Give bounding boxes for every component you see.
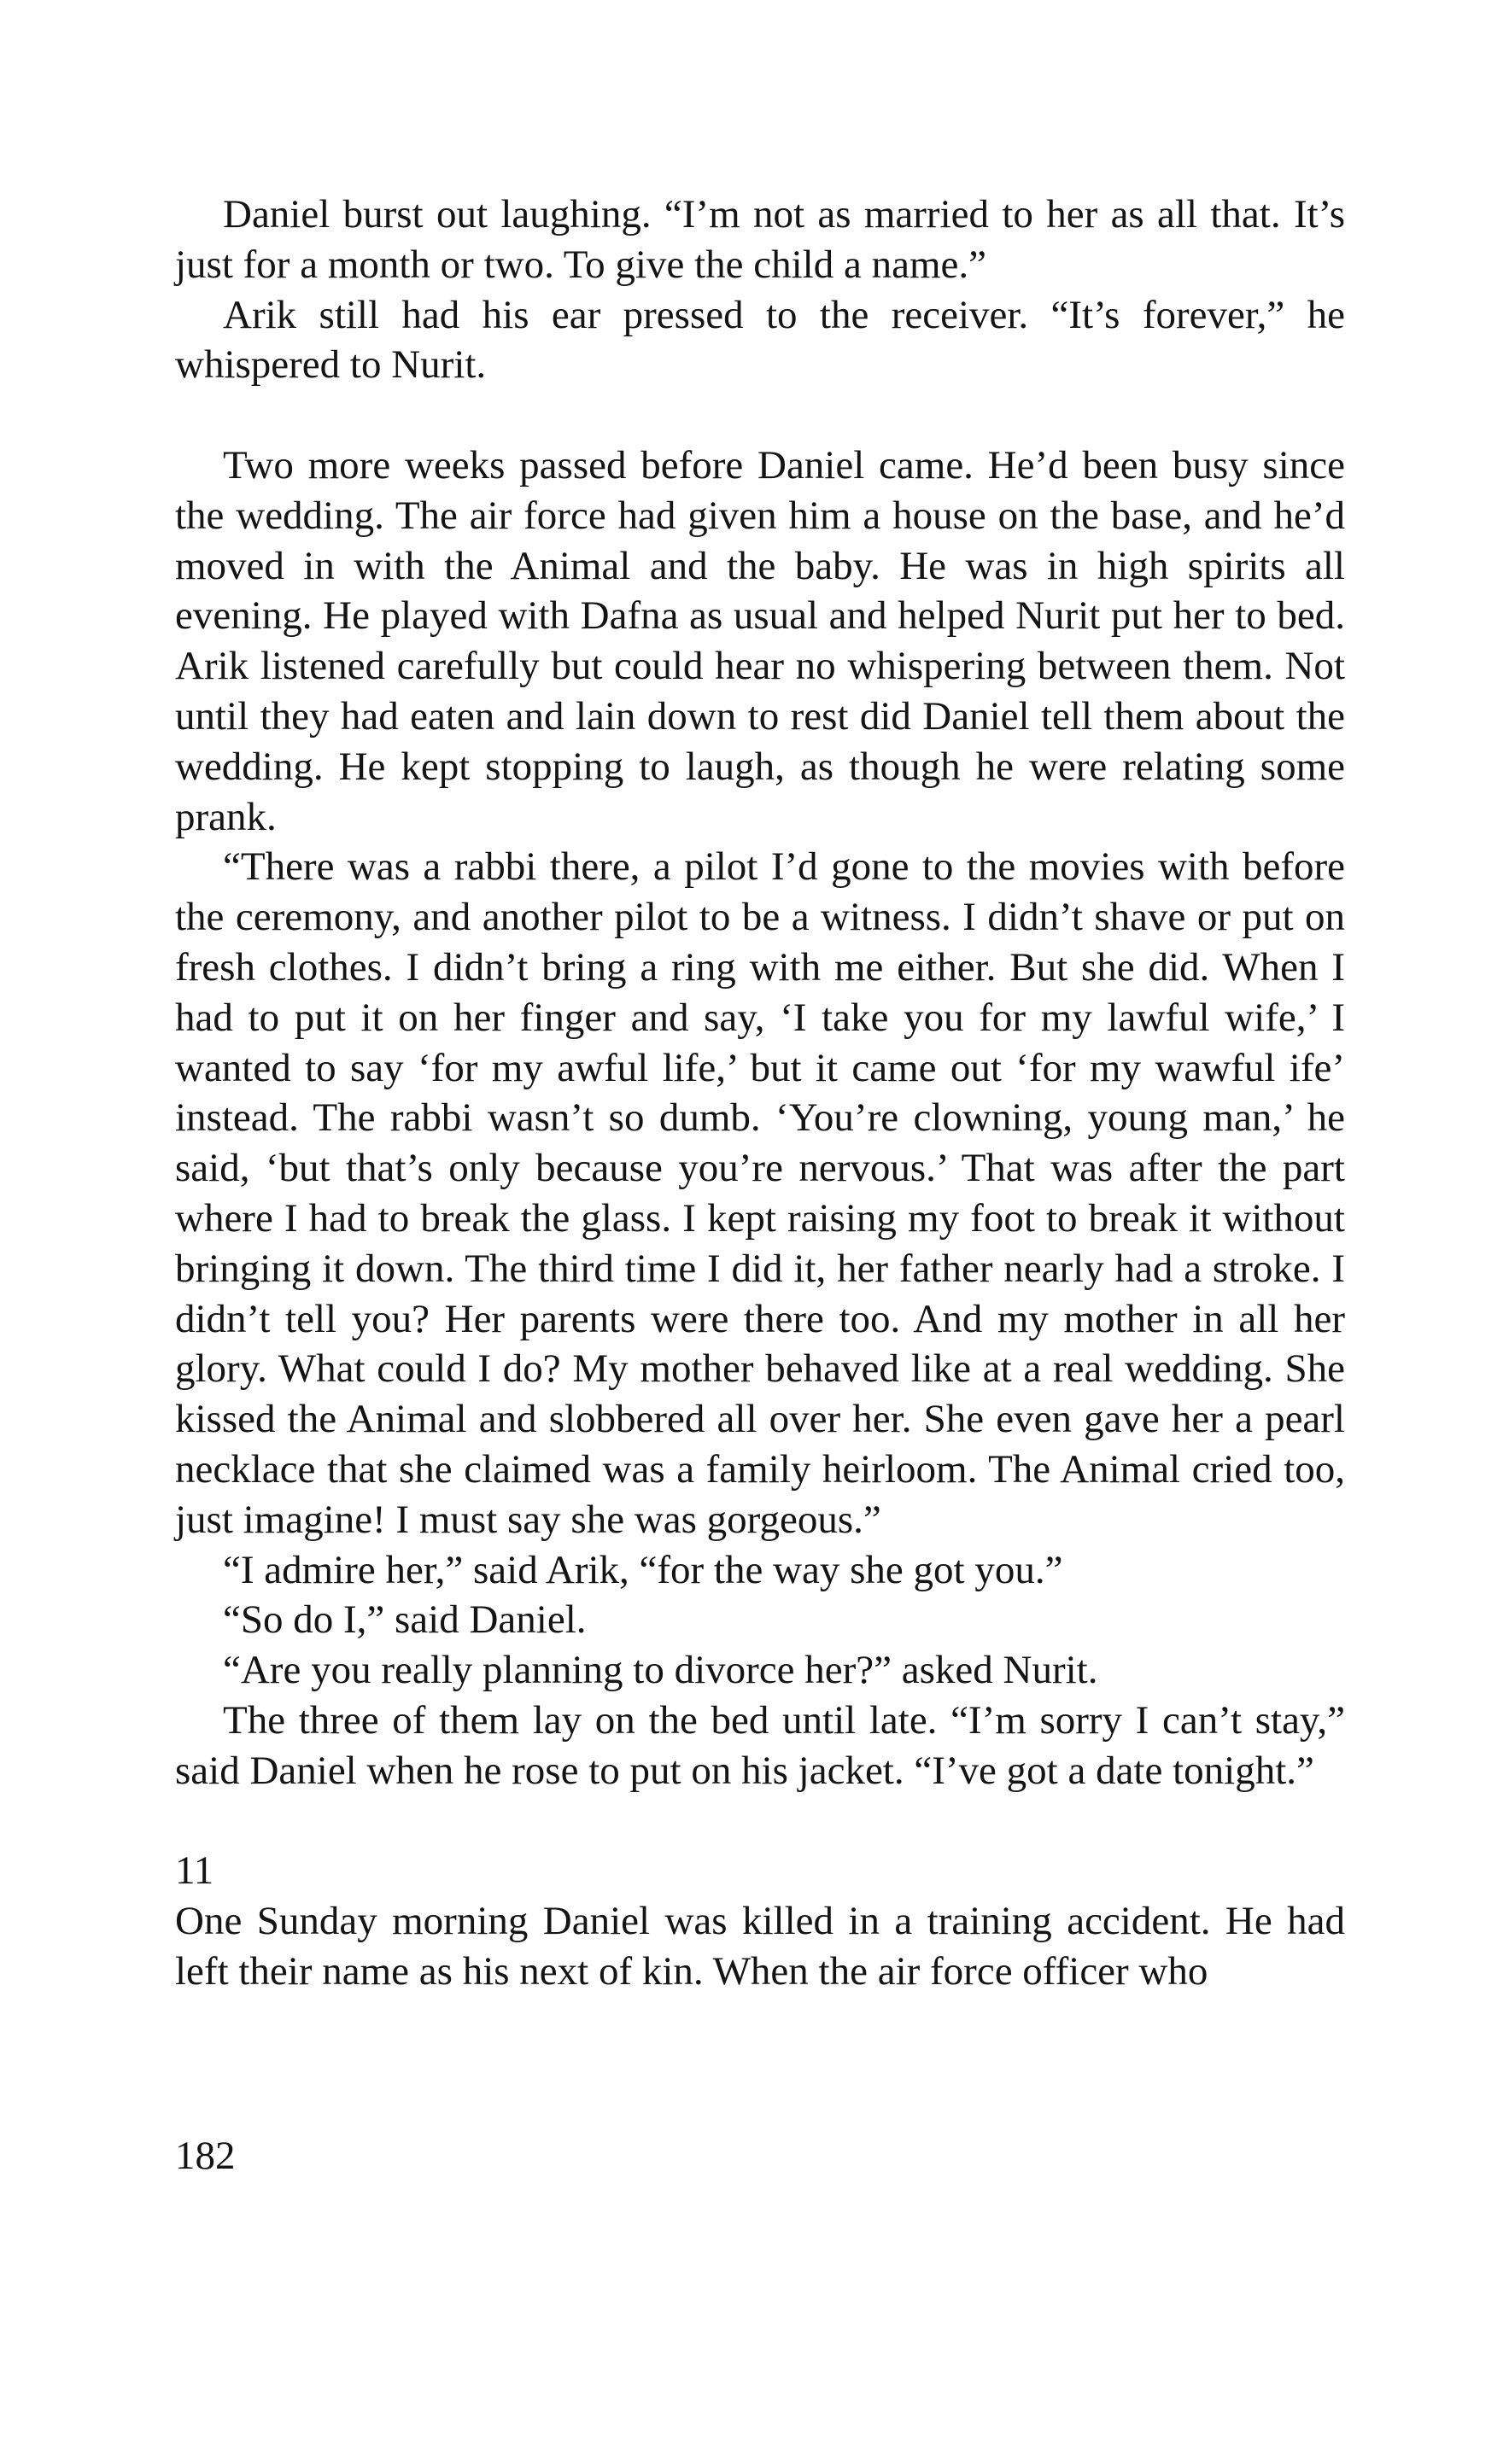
- paragraph: Daniel burst out laughing. “I’m not as married to her as all that. It’s just for a month or two. To give the child a name.”: [175, 192, 1345, 287]
- paragraph: Two more weeks passed before Daniel came. He’d been busy since the wedding. The air force had given him a house on the base, and he’d moved in with the Animal and the baby. He was in high spirits all evening. He played with Dafna as usual and helped Nurit put her to bed. Arik listened carefully but could hear no whispering between them. Not until they had eaten and lain down to rest did Daniel tell them about the wedding. He kept stopping to laugh, as though he were relating some prank.: [175, 442, 1345, 839]
- section-break: [175, 390, 1345, 441]
- chapter-number: 11: [175, 1848, 214, 1894]
- paragraph: Arik still had his ear pressed to the receiver. “It’s forever,” he whispered to Nurit.: [175, 292, 1345, 388]
- section-break: [175, 1796, 1345, 1847]
- paragraph: The three of them lay on the bed until late. “I’m sorry I can’t stay,” said Daniel when he rose to put on his jacket. “I’ve got a date tonight.”: [175, 1697, 1345, 1793]
- paragraph: One Sunday morning Daniel was killed in a training accident. He had left their name as his next of kin. When the air force officer who: [175, 1899, 1345, 1994]
- paragraph: “Are you really planning to divorce her?” asked Nurit.: [223, 1648, 1098, 1693]
- paragraph: “There was a rabbi there, a pilot I’d gone to the movies with before the ceremony, and another pilot to be a witness. I didn’t shave or put on fresh clothes. I didn’t bring a ring with me either. But she did. When I had to put it on her finger and say, ‘I take you for my lawful wife,’ I wanted to say ‘for my awful life,’ but it came out ‘for my wawful ife’ instead. The rabbi wasn’t so dumb. ‘You’re clowning, young man,’ he said, ‘but that’s only because you’re nervous.’ That was after the part where I had to break the glass. I kept raising my foot to break it without bringing it down. The third time I did it, her father nearly had a stroke. I didn’t tell you? Her parents were there too. And my mother in all her glory. What could I do? My mother behaved like at a real wedding. She kissed the Animal and slobbered all over her. She even gave her a pearl necklace that she claimed was a family heirloom. The Animal cried too, just imagine! I must say she was gorgeous.”: [175, 844, 1345, 1542]
- paragraph: “I admire her,” said Arik, “for the way she got you.”: [223, 1547, 1063, 1592]
- body-text: [175, 190, 1345, 1997]
- paragraph: “So do I,” said Daniel.: [223, 1597, 587, 1643]
- page-number: 182: [175, 2134, 236, 2178]
